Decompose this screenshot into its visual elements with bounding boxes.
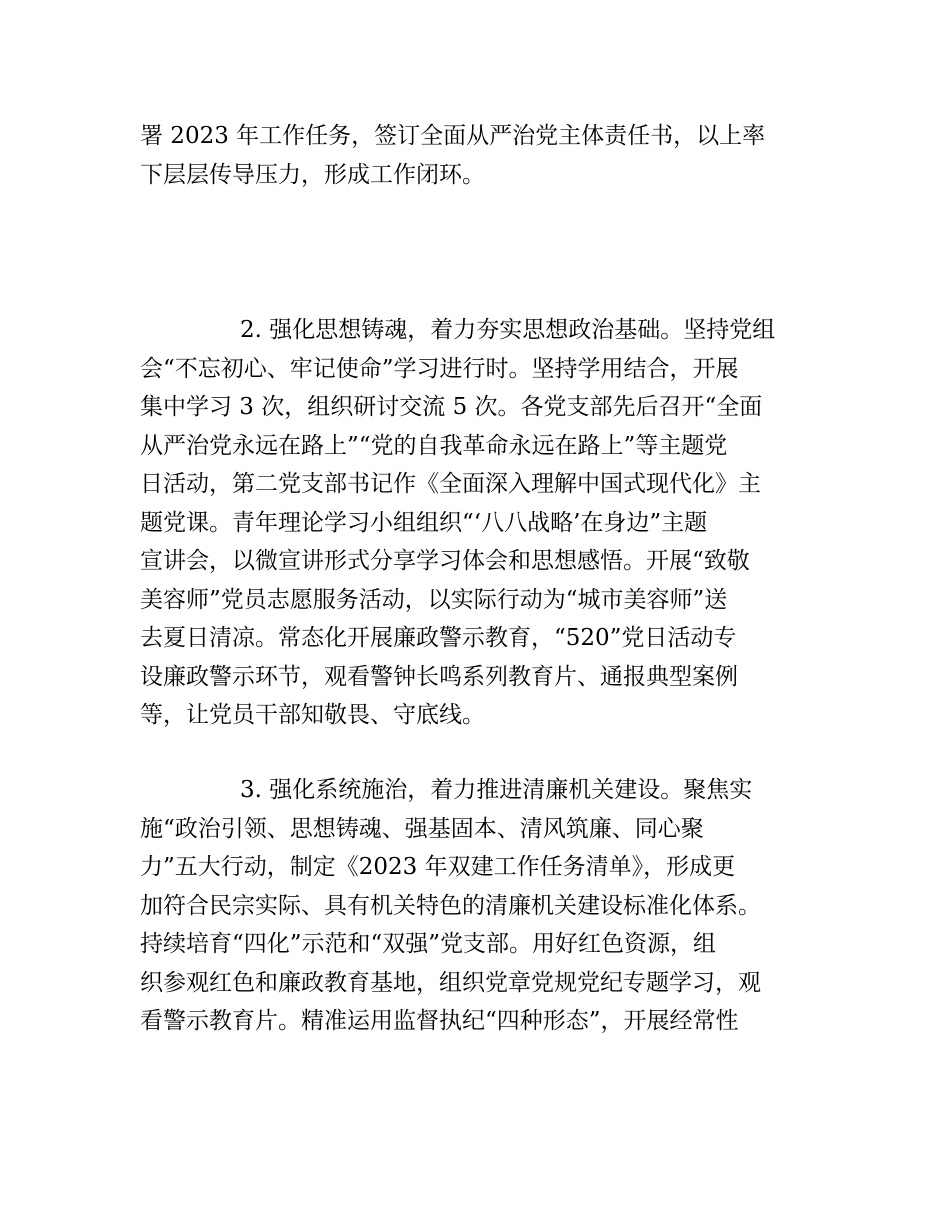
paragraph-2-line-3: 集中学习 3 次，组织研讨交流 5 次。各党支部先后召开“全面 bbox=[140, 394, 763, 420]
paragraph-2-line-8: 美容师”党员志愿服务活动，以实际行动为“城市美容师”送 bbox=[140, 586, 728, 613]
paragraph-2-line-2: 会“不忘初心、牢记使命”学习进行时。坚持学用结合，开展 bbox=[140, 355, 739, 382]
paragraph-2-line-6: 题党课。青年理论学习小组组织“‘八八战略’在身边”主题 bbox=[140, 509, 708, 536]
paragraph-1-line-1: 署 2023 年工作任务，签订全面从严治党主体责任书，以上率 bbox=[140, 123, 766, 149]
paragraph-2-line-10: 设廉政警示环节，观看警钟长鸣系列教育片、通报典型案例 bbox=[140, 663, 738, 690]
paragraph-2-line-11: 等，让党员干部知敬畏、守底线。 bbox=[140, 702, 485, 728]
paragraph-2 bbox=[140, 311, 820, 735]
paragraph-3-line-6: 织参观红色和廉政教育基地，组织党章党规党纪专题学习，观 bbox=[140, 969, 761, 996]
paragraph-3-line-4: 加符合民宗实际、具有机关特色的清廉机关建设标准化体系。 bbox=[140, 892, 761, 919]
paragraph-1-line-2: 下层层传导压力，形成工作闭环。 bbox=[140, 161, 485, 188]
paragraph-3-line-3: 力”五大行动，制定《2023 年双建工作任务清单》，形成更 bbox=[140, 854, 736, 880]
paragraph-2-line-5: 日活动，第二党支部书记作《全面深入理解中国式现代化》主 bbox=[140, 471, 761, 497]
paragraph-2-line-7: 宣讲会，以微宣讲形式分享学习体会和思想感悟。开展“致敬 bbox=[140, 548, 750, 574]
paragraph-3 bbox=[140, 771, 820, 1041]
paragraph-2-line-9: 去夏日清凉。常态化开展廉政警示教育，“520”党日活动专 bbox=[140, 625, 737, 651]
paragraph-2-line-4: 从严治党永远在路上”“党的自我革命永远在路上”等主题党 bbox=[140, 432, 728, 459]
paragraph-3-line-7: 看警示教育片。精准运用监督执纪“四种形态”，开展经常性 bbox=[140, 1008, 739, 1034]
paragraph-2-heading-line: 2. 强化思想铸魂，着力夯实思想政治基础。坚持党组 bbox=[240, 317, 776, 343]
paragraph-3-line-2: 施“政治引领、思想铸魂、强基固本、清风筑廉、同心聚 bbox=[140, 815, 704, 842]
paragraph-3-line-5: 持续培育“四化”示范和“双强”党支部。用好红色资源，组 bbox=[140, 931, 717, 957]
paragraph-1 bbox=[140, 117, 820, 194]
paragraph-3-heading-line: 3. 强化系统施治，着力推进清廉机关建设。聚焦实 bbox=[240, 777, 753, 803]
